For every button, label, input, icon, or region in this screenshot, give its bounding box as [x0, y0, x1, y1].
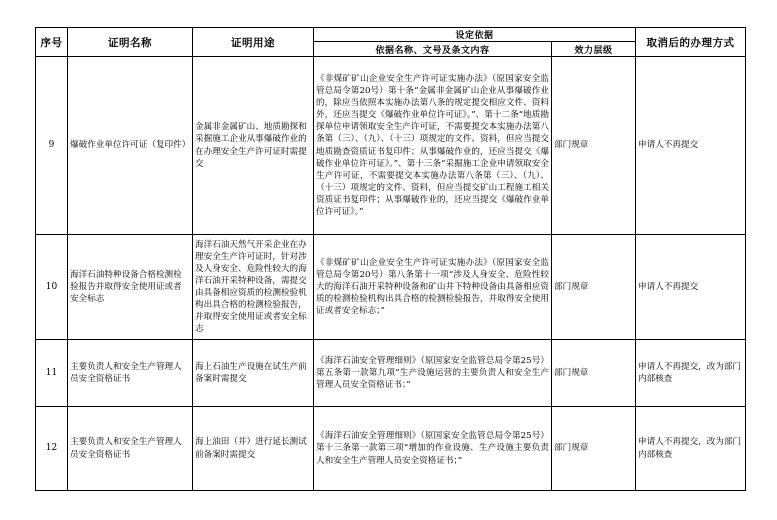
table-row [36, 407, 746, 491]
table-row [36, 235, 746, 340]
row-seq: 10 [36, 235, 68, 340]
row-basis: 《海洋石油安全管理细则》（原国家安全监管总局令第25号）第十三条第一款第三项“增加的作业设施、生产设施主要负责人和安全生产管理人员安全资格证书；” [314, 407, 552, 491]
row-handling: 申请人不再提交 [636, 57, 746, 235]
row-cert-name: 海洋石油特种设备合格检测检验报告并取得安全使用证或者安全标志 [68, 235, 193, 340]
row-basis: 《非煤矿矿山企业安全生产许可证实施办法》（原国家安全监管总局令第20号）第八条第十一项“涉及人身安全、危险性较大的海洋石油开采特种设备和矿山井下特种设备由具备相应资质的检测检验机构出具合格的检测检验报告，并取得安全使用证或者安全标志；” [314, 235, 552, 340]
header-cert-use: 证明用途 [193, 28, 314, 57]
row-handling: 申请人不再提交，改为部门内部核查 [636, 340, 746, 407]
row-handling: 申请人不再提交 [636, 235, 746, 340]
row-handling: 申请人不再提交，改为部门内部核查 [636, 407, 746, 491]
row-cert-use: 金属非金属矿山、地质勘探和采掘施工企业从事爆破作业的在办理安全生产许可证时需提交 [193, 57, 314, 235]
table-header [36, 28, 746, 57]
row-seq: 11 [36, 340, 68, 407]
table-row [36, 340, 746, 407]
header-seq: 序号 [36, 28, 68, 57]
row-cert-name: 爆破作业单位许可证（复印件） [68, 57, 193, 235]
row-seq: 12 [36, 407, 68, 491]
row-basis: 《海洋石油安全管理细则》（原国家安全监管总局令第25号）第五条第一款第九项“生产设施运营的主要负责人和安全生产管理人员安全资格证书；” [314, 340, 552, 407]
certificate-table [35, 27, 746, 491]
header-handling: 取消后的办理方式 [636, 28, 746, 57]
row-cert-name: 主要负责人和安全生产管理人员安全资格证书 [68, 340, 193, 407]
row-validity-level: 部门规章 [552, 235, 636, 340]
row-cert-use: 海上石油生产设施在试生产前备案时需提交 [193, 340, 314, 407]
table-row [36, 57, 746, 235]
header-basis-content: 依据名称、文号及条文内容 [314, 42, 552, 57]
row-seq: 9 [36, 57, 68, 235]
row-cert-use: 海洋石油天然气开采企业在办理安全生产许可证时，针对涉及人身安全、危险性较大的海洋石油开采特种设备，需提交由具备相应资质的检测检验机构出具合格的检测检验报告，并取得安全使用证或者安全标志 [193, 235, 314, 340]
row-cert-name: 主要负责人和安全生产管理人员安全资格证书 [68, 407, 193, 491]
row-validity-level: 部门规章 [552, 57, 636, 235]
header-validity-level: 效力层级 [552, 42, 636, 57]
row-validity-level: 部门规章 [552, 407, 636, 491]
header-basis-group: 设定依据 [314, 28, 636, 42]
row-validity-level: 部门规章 [552, 340, 636, 407]
row-basis: 《非煤矿矿山企业安全生产许可证实施办法》（原国家安全监管总局令第20号）第十条“金属非金属矿山企业从事爆破作业的，除应当依照本实施办法第八条的规定提交相应文件、资料外，还应当提交《爆破作业单位许可证》。”、第十二条“地质勘探单位申请领取安全生产许可证，不需要提交本实施办法第八条第（三）、（九）、（十三）项规定的文件、资料，但应当提交地质勘查资质证书复印件；从事爆破作业的，还应当提交《爆破作业单位许可证》。”、第十三条“采掘施工企业申请领取安全生产许可证，不需要提交本实施办法第八条第（三）、（九）、（十三）项规定的文件、资料，但应当提交矿山工程施工相关资质证书复印件；从事爆破作业的，还应当提交《爆破作业单位许可证》。” [314, 57, 552, 235]
table-body [36, 57, 746, 491]
row-cert-use: 海上油田（井）进行延长测试前备案时需提交 [193, 407, 314, 491]
header-cert-name: 证明名称 [68, 28, 193, 57]
